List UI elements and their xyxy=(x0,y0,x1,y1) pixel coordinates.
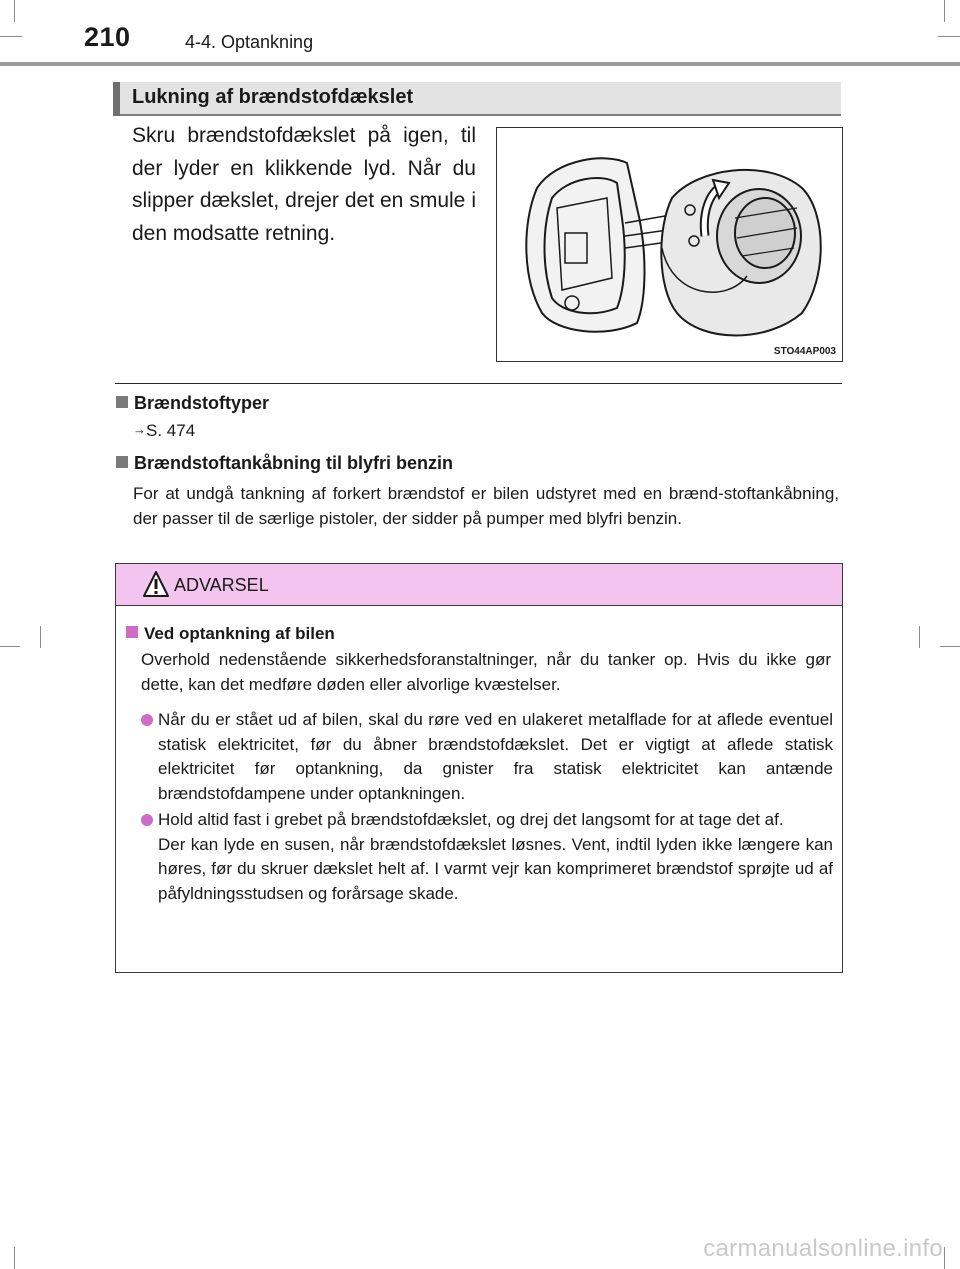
warning-bullet-continuation: Der kan lyde en susen, når brændstofdækslet løsnes. Vent, indtil lyden ikke længere kan høres, før du skruer dækslet helt af. I varmt vejr kan komprimeret brændstof sprøjte ud af påfyldningsstudsen og forårsage skade. xyxy=(158,834,833,903)
fuel-types-heading-text: Brændstoftyper xyxy=(134,393,270,413)
header-rule xyxy=(0,62,960,66)
fuel-cap-drawing xyxy=(497,128,842,361)
arrow-right-icon: → xyxy=(133,422,146,437)
warning-header xyxy=(116,564,842,606)
warning-intro-text: Overhold nedenstående sikkerhedsforanstaltninger, når du tanker op. Hvis du ikke gør dette, kan det medføre døden eller alvorlige kvæstelser. xyxy=(141,650,831,694)
figure-code: STO44AP003 xyxy=(773,346,836,357)
bullet-dot-icon xyxy=(141,814,153,826)
section-title: Lukning af brændstofdækslet xyxy=(132,86,414,108)
section-title-bar xyxy=(113,82,841,116)
square-bullet-icon xyxy=(116,396,128,408)
page-number: 210 xyxy=(84,22,131,52)
warning-bullet xyxy=(141,708,833,806)
unleaded-paragraph: For at undgå tankning af forkert brændstof er bilen udstyret med en brænd-stoftankåbning, der passer til de særlige pistoler, der sidder på pumper med blyfri benzin. xyxy=(133,484,839,528)
warning-bullet-text: Hold altid fast i grebet på brændstofdækslet, og drej det langsomt for at tage det af. xyxy=(158,810,784,829)
footer-watermark: carmanualsonline.info xyxy=(703,1235,943,1262)
section-title-accent xyxy=(113,82,120,116)
section-divider xyxy=(115,383,842,384)
warning-subheading xyxy=(126,624,335,644)
warning-bullet xyxy=(141,808,833,906)
unleaded-heading xyxy=(116,453,453,474)
fuel-types-heading xyxy=(116,393,269,414)
bullet-dot-icon xyxy=(141,714,153,726)
page-header xyxy=(0,0,960,68)
warning-triangle-icon xyxy=(143,570,169,598)
warning-bullet-text: Når du er stået ud af bilen, skal du røre ved en ulakeret metalflade for at aflede eventuel statisk elektricitet, før du åbner brændstofdækslet. Det er vigtigt at aflede statisk elektricitet før optankning, da gnister fra statisk elektricitet kan antænde brændstofdampene under optankningen. xyxy=(158,710,833,803)
square-bullet-icon xyxy=(126,626,138,638)
unleaded-heading-text: Brændstoftankåbning til blyfri benzin xyxy=(134,453,453,473)
warning-box xyxy=(115,563,843,973)
warning-subheading-text: Ved optankning af bilen xyxy=(144,624,335,643)
chapter-title: 4-4. Optankning xyxy=(185,32,314,52)
square-bullet-icon xyxy=(116,456,128,468)
warning-label: ADVARSEL xyxy=(174,575,269,595)
fuel-cap-illustration xyxy=(496,127,843,362)
page-reference-text: S. 474 xyxy=(146,421,196,440)
page-reference-link[interactable] xyxy=(133,421,195,441)
intro-paragraph: Skru brændstofdækslet på igen, til der lyder en klikkende lyd. Når du slipper dækslet, drejer det en smule i den modsatte retning. xyxy=(132,124,476,245)
